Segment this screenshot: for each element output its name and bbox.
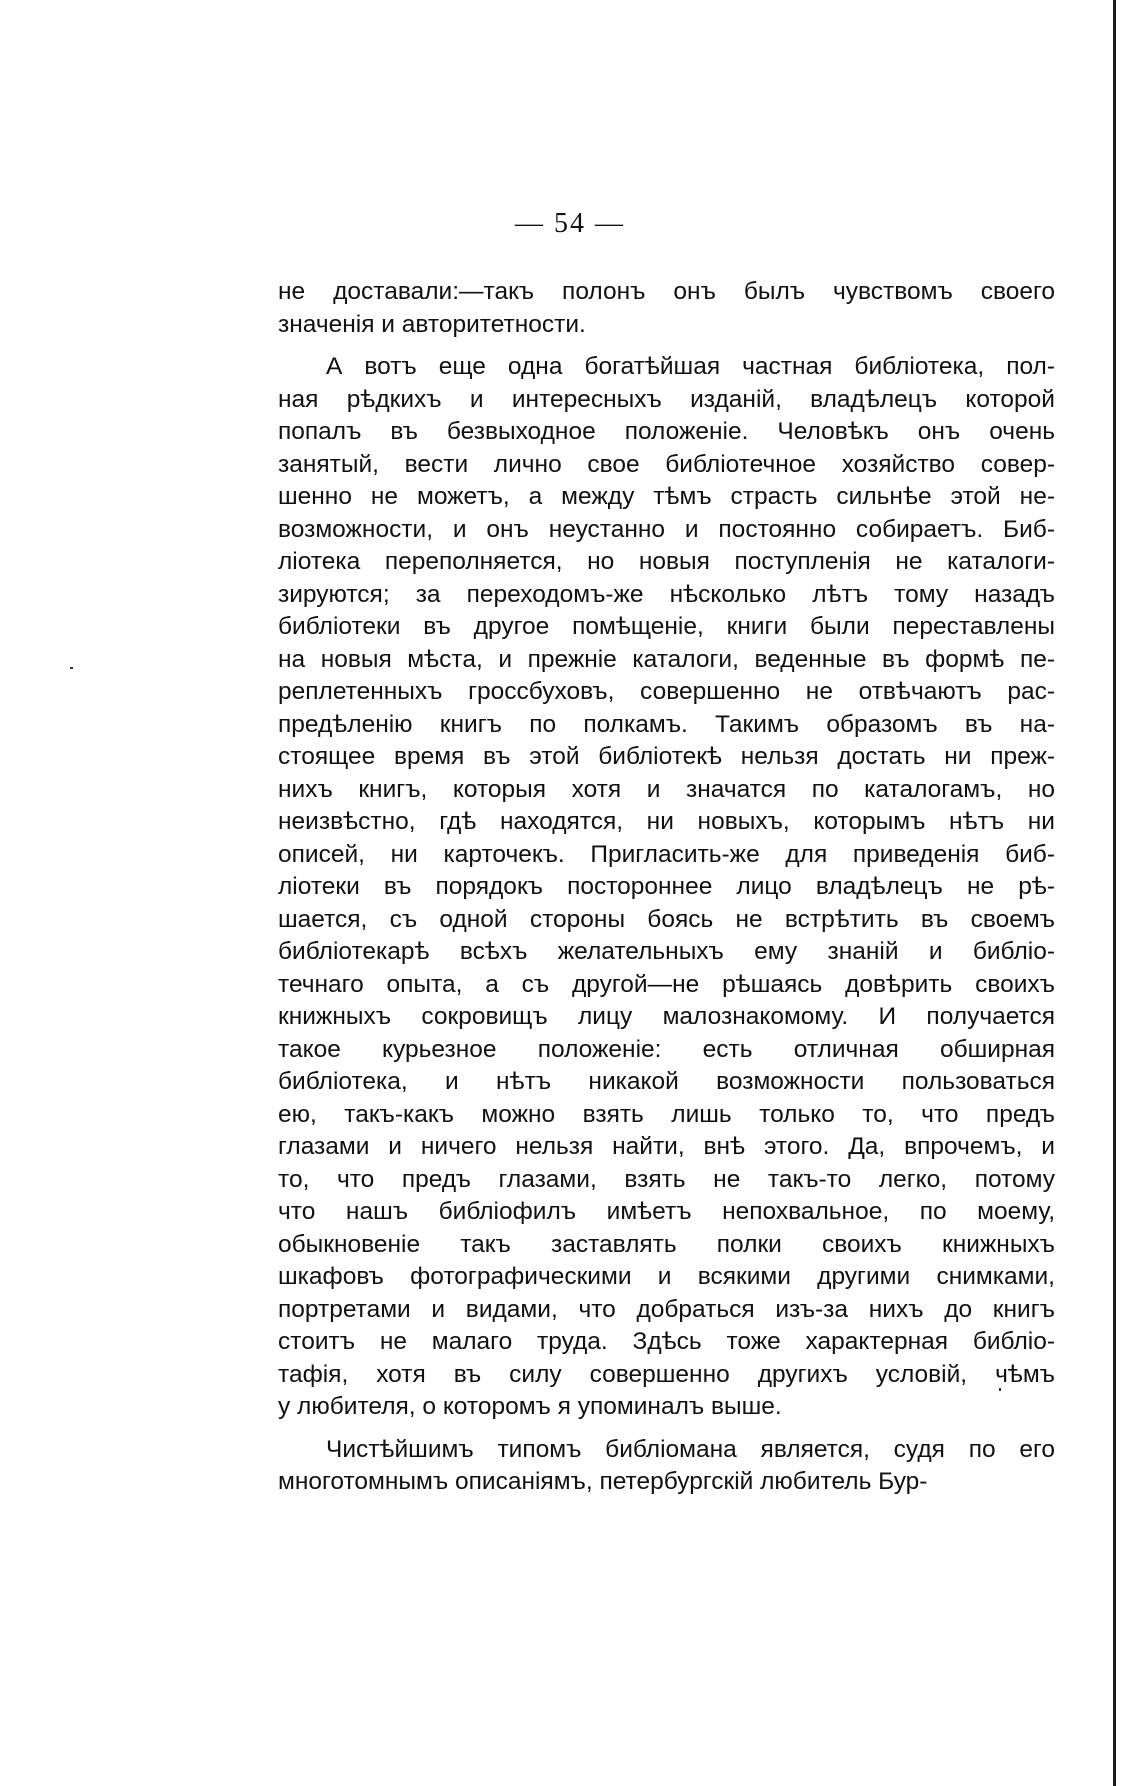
text-line: реплетенныхъ гроссбуховъ, совершенно не отвѣчаютъ рас- bbox=[278, 678, 1055, 705]
text-line: библіотеки въ другое помѣщеніе, книги были переставлены bbox=[278, 613, 1055, 640]
text-line: течнаго опыта, а съ другой—не рѣшаясь довѣрить своихъ bbox=[278, 970, 1055, 998]
paragraph-gap bbox=[278, 341, 1055, 351]
text-line: книжныхъ сокровищъ лицу малознакомому. И получается bbox=[278, 1003, 1055, 1030]
text-line: глазами и ничего нельзя найти, внѣ этого. Да, впрочемъ, и bbox=[278, 1133, 1055, 1160]
text-line: А вотъ еще одна богатѣйшая частная библіотека, пол- bbox=[326, 353, 1055, 380]
text-line: стоитъ не малаго труда. Здѣсь тоже характерная библіо- bbox=[278, 1328, 1055, 1355]
text-line: то, что предъ глазами, взять не такъ-то легко, потому bbox=[278, 1165, 1055, 1193]
text-line: у любителя, о которомъ я упоминалъ выше. bbox=[278, 1393, 782, 1420]
text-line: шается, съ одной стороны боясь не встрѣтить въ своемъ bbox=[278, 905, 1055, 933]
text-line: библіотекарѣ всѣхъ желательныхъ ему знаній и библіо- bbox=[278, 938, 1055, 965]
text-line: попалъ въ безвыходное положеніе. Человѣкъ онъ очень bbox=[278, 418, 1055, 445]
paragraph bbox=[278, 276, 1055, 341]
text-line: такое курьезное положеніе: есть отличная обширная bbox=[278, 1035, 1055, 1063]
text-line: предѣленію книгъ по полкамъ. Такимъ образомъ въ на- bbox=[278, 710, 1055, 738]
text-line: Чистѣйшимъ типомъ библіомана является, судя по его bbox=[326, 1435, 1055, 1463]
text-line: что нашъ библіофилъ имѣетъ непохвальное, по моему, bbox=[278, 1198, 1055, 1225]
text-line: нихъ книгъ, которыя хотя и значатся по каталогамъ, но bbox=[278, 775, 1055, 803]
text-line: ліотеки въ порядокъ постороннее лицо владѣлецъ не рѣ- bbox=[278, 873, 1055, 900]
text-line: неизвѣстно, гдѣ находятся, ни новыхъ, которымъ нѣтъ ни bbox=[278, 808, 1055, 835]
text-line: не доставали:—такъ полонъ онъ былъ чувствомъ своего bbox=[278, 278, 1055, 305]
text-line: шкафовъ фотографическими и всякими другими снимками, bbox=[278, 1263, 1055, 1290]
text-line: ею, такъ-какъ можно взять лишь только то, что предъ bbox=[278, 1100, 1055, 1128]
text-line: на новыя мѣста, и прежніе каталоги, веденные въ формѣ пе- bbox=[278, 645, 1055, 673]
paragraph bbox=[278, 351, 1055, 1424]
stray-mark bbox=[70, 667, 73, 669]
text-line: ная рѣдкихъ и интересныхъ изданій, владѣлецъ которой bbox=[278, 385, 1055, 413]
text-line: зируются; за переходомъ-же нѣсколько лѣтъ тому назадъ bbox=[278, 580, 1055, 608]
text-line: портретами и видами, что добраться изъ-за нихъ до книгъ bbox=[278, 1295, 1055, 1323]
text-line: значенія и авторитетности. bbox=[278, 310, 586, 338]
paragraph-gap bbox=[278, 1424, 1055, 1434]
text-line: шенно не можетъ, а между тѣмъ страсть сильнѣе этой не- bbox=[278, 483, 1055, 510]
text-line: описей, ни карточекъ. Пригласить-же для приведенія биб- bbox=[278, 840, 1055, 868]
text-line: тафія, хотя въ силу совершенно другихъ условій, чѣмъ bbox=[278, 1360, 1055, 1388]
text-line: занятый, вести лично свое библіотечное хозяйство совер- bbox=[278, 450, 1055, 478]
page-number: — 54 — bbox=[515, 208, 625, 239]
body-text bbox=[278, 276, 1055, 1499]
page-edge-line bbox=[1113, 0, 1116, 1786]
text-line: обыкновеніе такъ заставлять полки своихъ книжныхъ bbox=[278, 1230, 1055, 1258]
text-line: ліотека переполняется, но новыя поступленія не каталоги- bbox=[278, 548, 1055, 575]
text-line: возможности, и онъ неустанно и постоянно собираетъ. Биб- bbox=[278, 515, 1055, 543]
text-line: библіотека, и нѣтъ никакой возможности пользоваться bbox=[278, 1068, 1055, 1095]
text-line: многотомнымъ описаніямъ, петербургскій любитель Бур- bbox=[278, 1468, 928, 1495]
paragraph bbox=[278, 1434, 1055, 1499]
text-line: стоящее время въ этой библіотекѣ нельзя достать ни преж- bbox=[278, 743, 1055, 770]
